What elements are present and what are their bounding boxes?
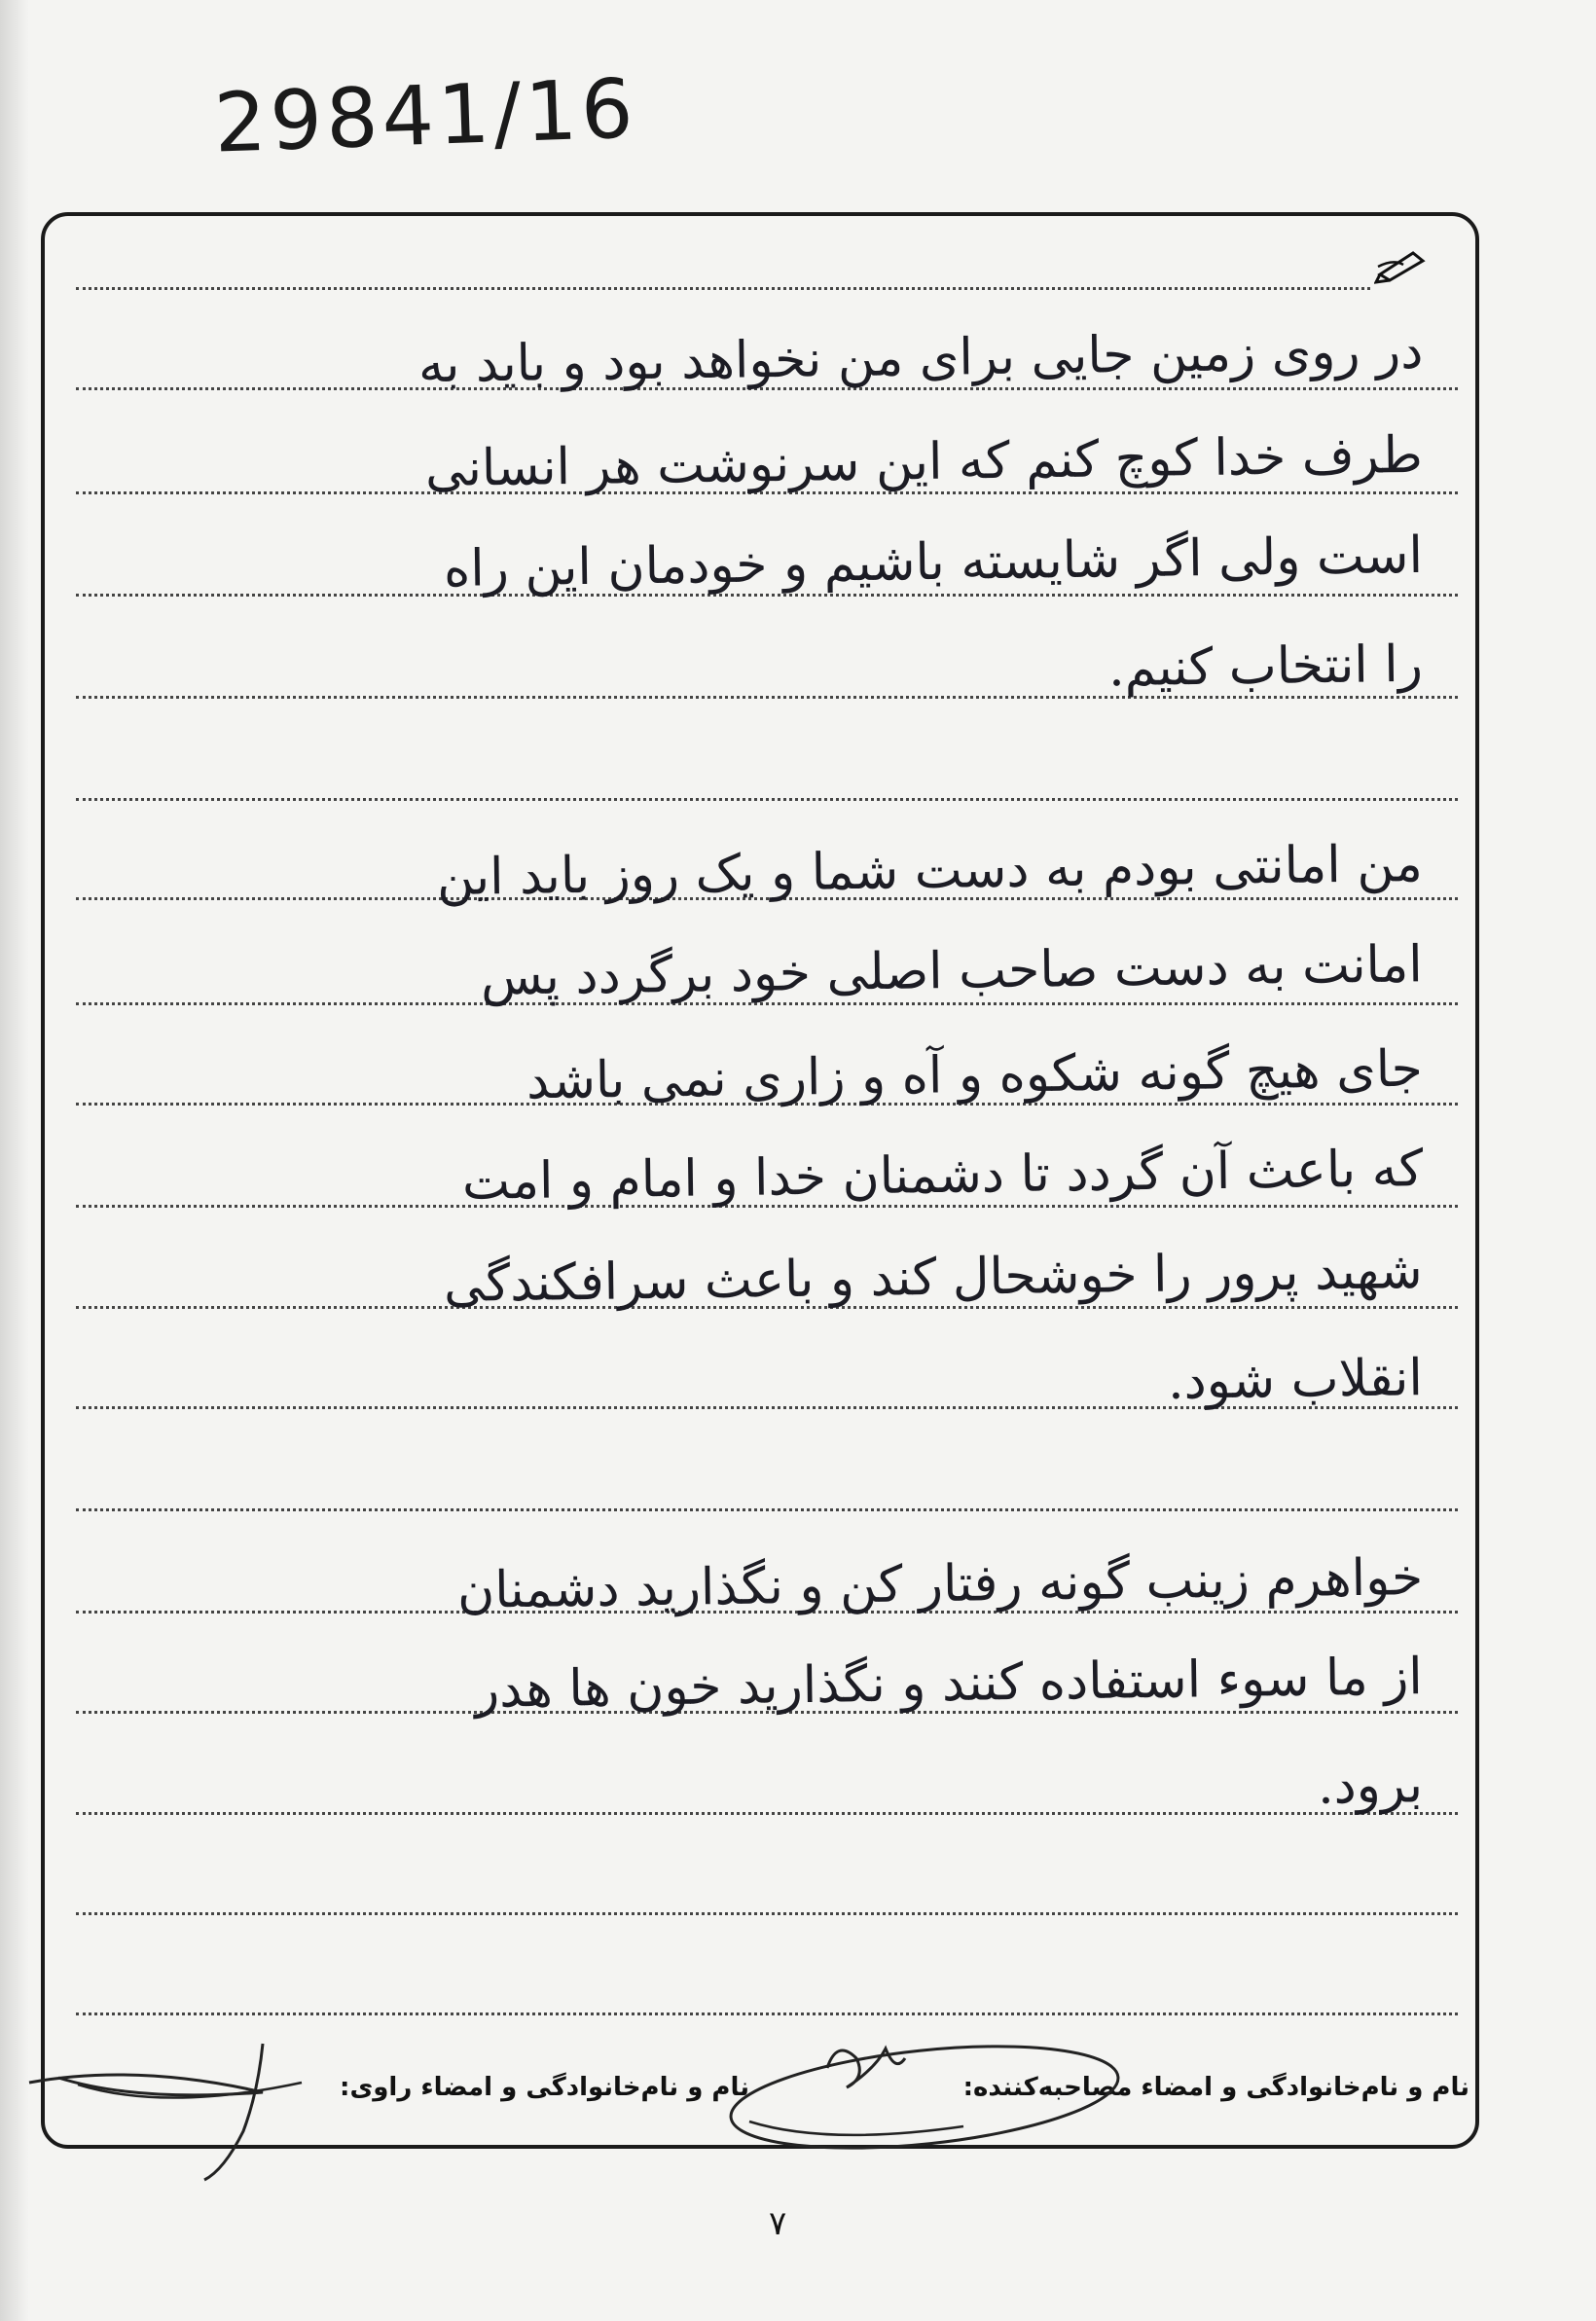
handwritten-line: شهید پرور را خوشحال کند و باعث سرافکندگی <box>444 1241 1424 1315</box>
handwritten-line: جای هیچ گونه شکوه و آه و زاری نمی باشد <box>526 1039 1424 1111</box>
scan-edge <box>0 0 29 2321</box>
ruled-line <box>76 287 1370 290</box>
page-number: ٧ <box>769 2204 787 2243</box>
ruled-line <box>76 1812 1458 1815</box>
ruled-line <box>76 594 1458 597</box>
interviewer-signature-label: نام و نام‌خانوادگی و امضاء مصاحبه‌کننده: <box>962 2073 1469 2102</box>
handwritten-line: من امانتی بودم به دست شما و یک روز باید این <box>436 834 1424 908</box>
ruled-line <box>76 1912 1458 1915</box>
pen-note-icon <box>1374 245 1433 284</box>
handwritten-line: که باعث آن گردد تا دشمنان خدا و امام و امت <box>461 1140 1424 1212</box>
handwritten-line: طرف خدا کوچ کنم که این سرنوشت هر انسانی <box>424 425 1424 499</box>
handwritten-line: انقلاب شود. <box>1167 1349 1424 1411</box>
ruled-line <box>76 2013 1458 2015</box>
handwritten-line: برود. <box>1317 1756 1424 1816</box>
handwritten-line: در روی زمین جایی برای من نخواهد بود و باید به <box>417 321 1424 395</box>
handwritten-line: را انتخاب کنیم. <box>1107 635 1424 699</box>
handwritten-line: از ما سوء استفاده کنند و نگذارید خون ها هدر <box>474 1648 1424 1720</box>
ruled-line <box>76 696 1458 699</box>
handwritten-line: امانت به دست صاحب اصلی خود برگردد پس <box>480 935 1424 1007</box>
ruled-line <box>76 798 1458 801</box>
interviewer-signature <box>710 2029 1158 2160</box>
narrator-signature <box>19 2024 331 2190</box>
ruled-line <box>76 1508 1458 1511</box>
handwritten-line: خواهرم زینب گونه رفتار کن و نگذارید دشمنان <box>456 1548 1424 1620</box>
document-number: 61/14892 <box>212 60 638 171</box>
narrator-signature-label: نام و نام‌خانوادگی و امضاء راوی: <box>340 2073 749 2102</box>
handwritten-line: است ولی اگر شایسته باشیم و خودمان این راه <box>443 526 1424 599</box>
